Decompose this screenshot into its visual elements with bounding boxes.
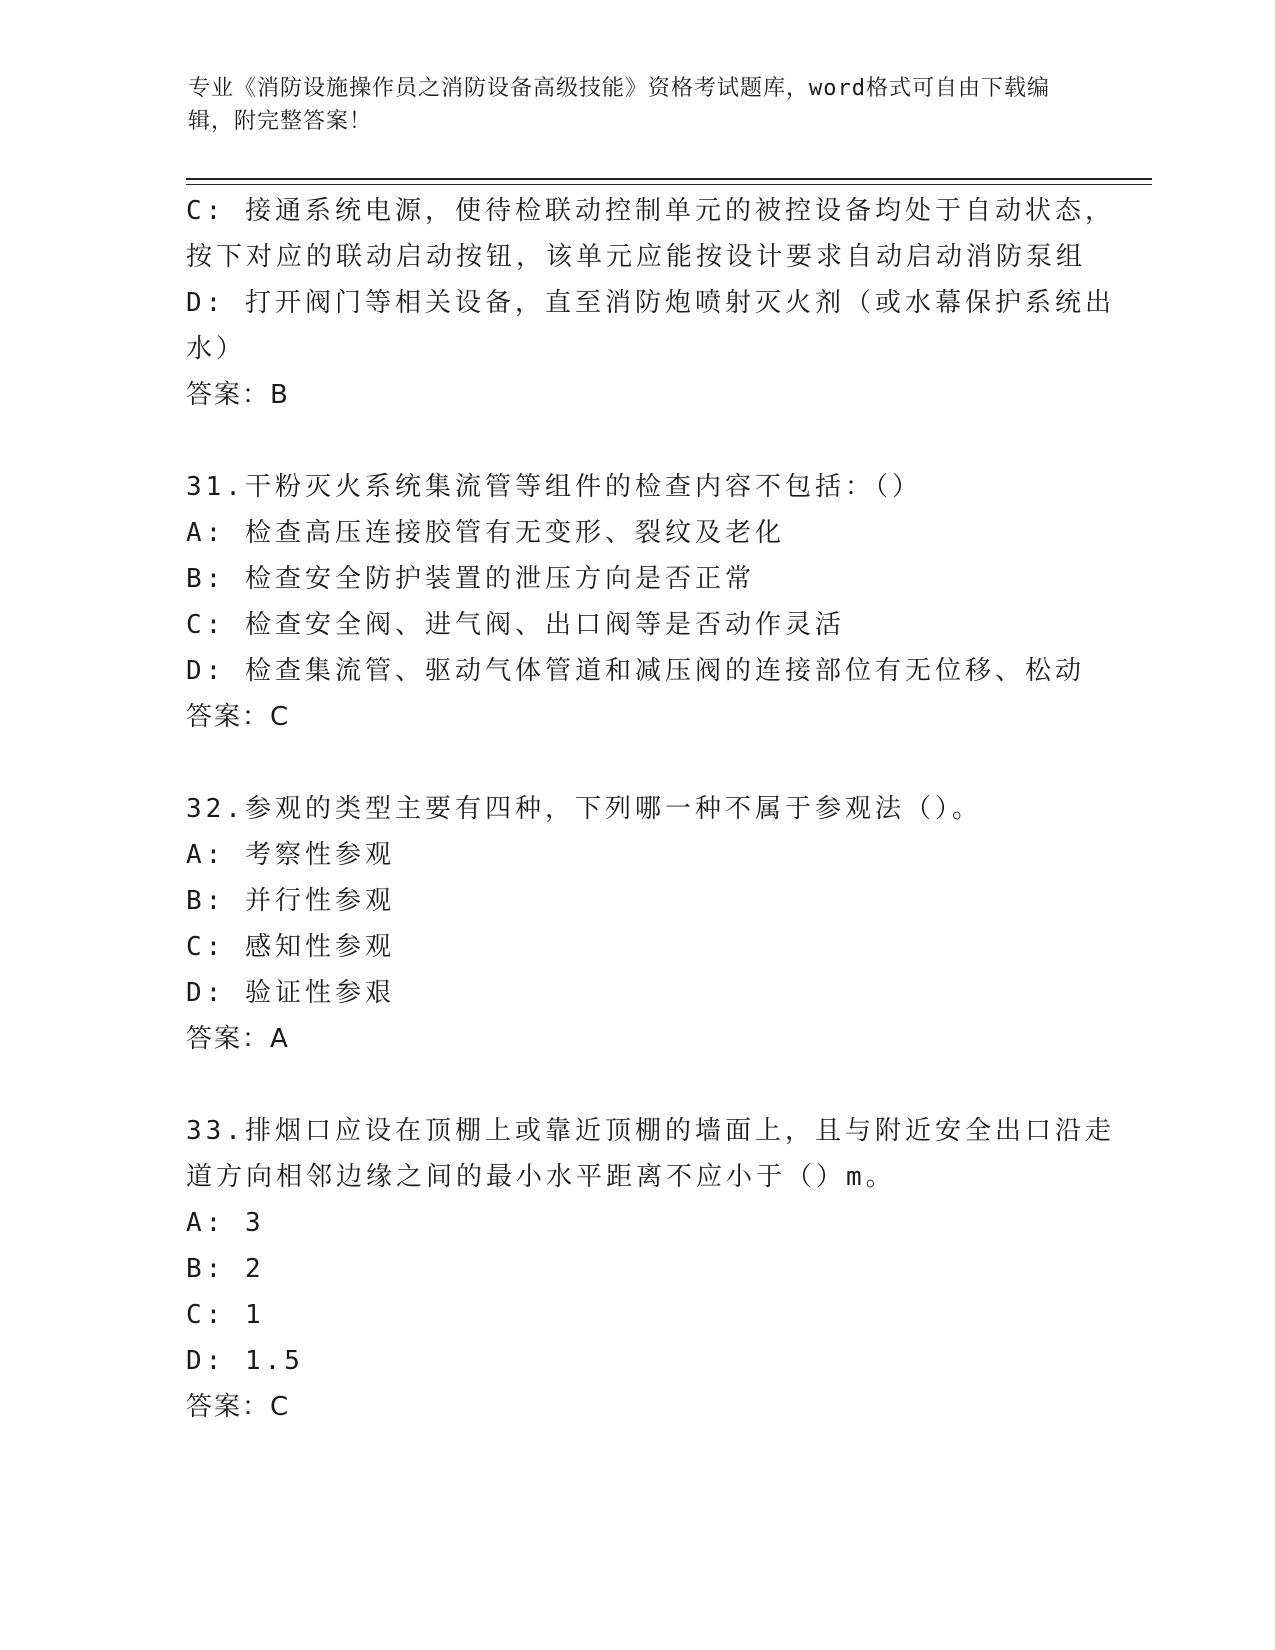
question-33 [186,1108,1115,1430]
option-d: D: 验证性参艰 [186,978,395,1008]
question-30-tail [186,188,1115,418]
document-header [188,72,1068,138]
answer: 答案：C [186,1392,291,1422]
option-a: A: 考察性参观 [186,840,395,870]
answer: 答案：B [186,380,290,410]
option-c: C: 感知性参观 [186,932,395,962]
question-text: 32.参观的类型主要有四种，下列哪一种不属于参观法（）。 [186,794,982,824]
header-divider-thick [186,178,1152,180]
option-b: B: 检查安全防护装置的泄压方向是否正常 [186,564,755,594]
question-list [186,188,1115,1430]
header-divider-thin [186,184,1152,185]
question-text: 31.干粉灭火系统集流管等组件的检查内容不包括：（） [186,472,922,502]
answer: 答案：A [186,1024,290,1054]
option-c-line: C: 接通系统电源，使待检联动控制单元的被控设备均处于自动状态， [186,196,1115,226]
question-31 [186,464,1086,740]
document-title: 专业《消防设施操作员之消防设备高级技能》资格考试题库，word格式可自由下载编辑，附完整答案！ [188,76,1050,134]
option-d: D: 检查集流管、驱动气体管道和减压阀的连接部位有无位移、松动 [186,656,1085,686]
question-text: 33.排烟口应设在顶棚上或靠近顶棚的墙面上，且与附近安全出口沿走 [186,1116,1115,1146]
option-c: C: 检查安全阀、进气阀、出口阀等是否动作灵活 [186,610,845,640]
option-b: B: 并行性参观 [186,886,395,916]
question-32 [186,786,1086,1062]
option-d-line: D: 打开阀门等相关设备，直至消防炮喷射灭火剂（或水幕保护系统出 [186,288,1115,318]
option-b: B: 2 [186,1254,265,1284]
spacer [186,740,1086,786]
option-a: A: 3 [186,1208,265,1238]
spacer [186,418,1086,464]
option-d-line: 水） [186,334,247,364]
option-d: D: 1.5 [186,1346,304,1376]
option-c-line: 按下对应的联动启动按钮，该单元应能按设计要求自动启动消防泵组 [186,242,1087,272]
question-text: 道方向相邻边缘之间的最小水平距离不应小于（）m。 [186,1162,896,1192]
option-a: A: 检查高压连接胶管有无变形、裂纹及老化 [186,518,785,548]
option-c: C: 1 [186,1300,265,1330]
answer: 答案：C [186,702,291,732]
spacer [186,1062,1086,1108]
